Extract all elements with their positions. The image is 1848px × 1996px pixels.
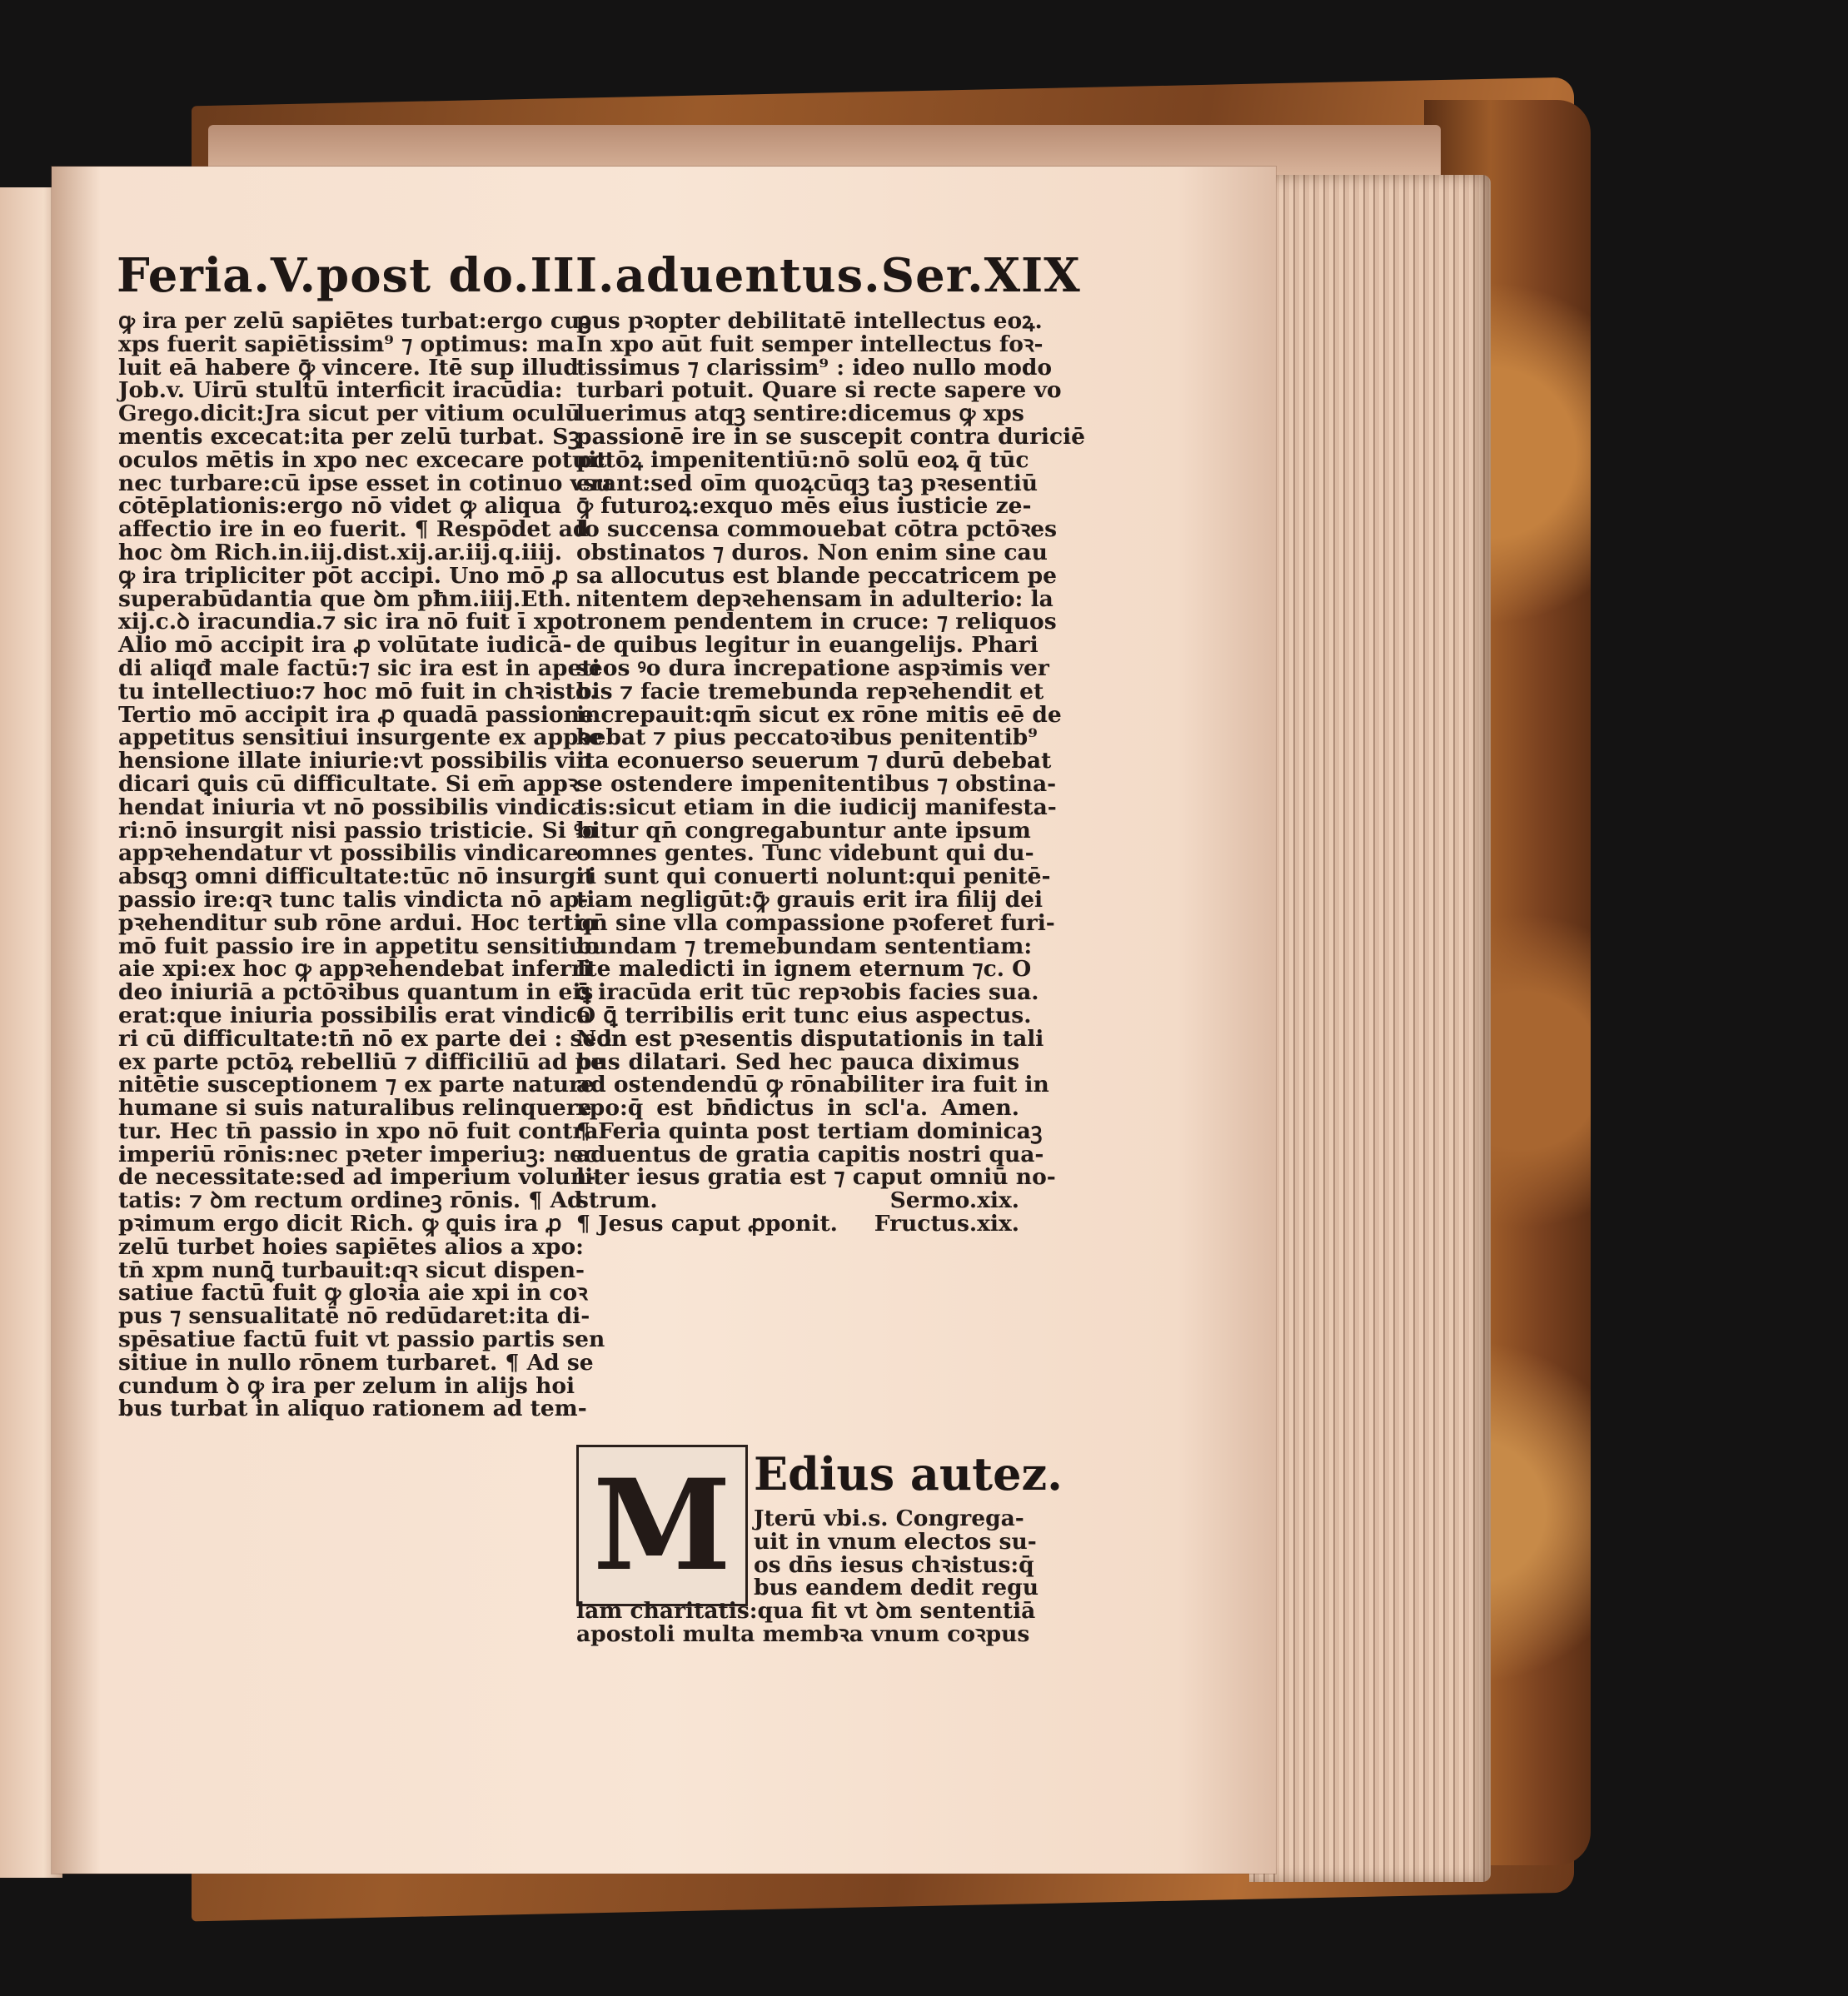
text-line: turbari potuit. Quare si recte sapere vo [576, 377, 1062, 404]
text-line: Alio mō accipit ira ꝓ volūtate iudicā- [118, 632, 572, 659]
sermon-number-line-left: strum. [576, 1187, 658, 1214]
text-line: tronem pendentem in cruce: ⁊ reliquos [576, 609, 1057, 635]
text-line: di aliqđ male factū:⁊ sic ira est in apeti [118, 655, 600, 681]
text-line: nitentem depꝛehensam in adulterio: la [576, 585, 1054, 612]
text-line: bundam ⁊ tremebundam sententiam: [576, 933, 1033, 959]
text-line: ri cū difficultate:tn̄ nō ex parte dei : sed [118, 1025, 612, 1052]
text-line: bis ⁊ facie tremebunda repꝛehendit et [576, 678, 1044, 704]
text-line: tiam negligūt:ꝙ̄ grauis erit ira filij dei [576, 886, 1044, 913]
text-line: ꝙ ira tripliciter pōt accipi. Uno mō ꝓ [118, 562, 569, 589]
text-line: erat:que iniuria possibilis erat vindica [118, 1002, 592, 1028]
decorated-initial [576, 1445, 748, 1606]
text-beside-initial [754, 1506, 1039, 1601]
text-line: apostoli multa membꝛa vnum coꝛpus [576, 1620, 1030, 1647]
text-line: obstinatos ⁊ duros. Non enim sine cau [576, 539, 1048, 565]
right-text-column [576, 308, 1086, 1237]
theme-line-left: ¶ Jesus caput ꝓponit. [576, 1211, 838, 1237]
text-line: tissimus ⁊ clarissim⁹ : ideo nullo modo [576, 354, 1053, 381]
initial-letter: M [592, 1452, 732, 1599]
text-line: pctōꝝ impenitentiū:nō solū eoꝝ q̄ tūc [576, 446, 1029, 473]
text-line: nitētie susceptionem ⁊ ex parte nature [118, 1072, 595, 1098]
text-after-initial [576, 1598, 1036, 1647]
text-line: absqꝫ omni difficultate:tūc nō insurgit [118, 864, 595, 890]
text-line: ꝗ̄ iracūda erit tūc repꝛobis facies sua. [576, 979, 1039, 1006]
text-line: bus eandem dedit regu [754, 1575, 1039, 1601]
text-line: ex parte pctōꝝ rebelliū ⁊ difficiliū ad pe [118, 1048, 605, 1075]
text-line: erant:sed oīm quoꝝcūqꝫ taꝫ pꝛesentiū [576, 470, 1039, 496]
text-line: satiue factū fuit ꝙ gloꝛia aie xpi in coꝛ [118, 1280, 588, 1307]
text-line: tis:sicut etiam in die iudicij manifesta- [576, 794, 1057, 820]
text-line: mentis excecat:ita per zelū turbat. Sꝫ [118, 423, 580, 450]
text-line: xps fuerit sapiētissim⁹ ⁊ optimus: ma [118, 331, 575, 357]
theme-line [576, 1212, 1019, 1236]
text-line: oculos mētis in xpo nec excecare potuit [118, 446, 607, 473]
text-line: ri:nō insurgit nisi passio tristicie. Si ꝰo [118, 817, 597, 844]
text-line: spēsatiue factū fuit vt passio partis sen [118, 1327, 605, 1353]
text-line: ¶ Feria quinta post tertiam dominicaꝫ [576, 1117, 1043, 1144]
text-line: cundum ꝺ ꝙ ira per zelum in alijs hoi [118, 1372, 575, 1399]
text-line: bus turbat in aliquo rationem ad tem- [118, 1396, 587, 1422]
text-line: affectio ire in eo fuerit. ¶ Respōdet ad [118, 516, 589, 543]
text-line: hendat iniuria vt nō possibilis vindica [118, 794, 585, 820]
sermon-incipit: Edius autez. [754, 1447, 1063, 1501]
text-line: ri sunt qui conuerti nolunt:qui penitē- [576, 864, 1051, 890]
text-line: cōtēplationis:ergo nō videt ꝙ aliqua [118, 493, 561, 520]
text-line: ad ostendendū ꝙ rōnabiliter ira fuit in [576, 1072, 1049, 1098]
text-line: Grego.dicit:Jra sicut per vitium oculū [118, 401, 581, 427]
text-line: dicari ꝗuis cū difficultate. Si em̄ appꝛ [118, 770, 579, 797]
text-line: omnes gentes. Tunc videbunt qui du- [576, 840, 1034, 867]
text-line: uit in vnum electos su- [754, 1528, 1037, 1555]
text-line: passio ire:qꝛ tunc talis vindicta nō ap- [118, 886, 589, 913]
text-line: tatis: ⁊ ꝺm rectum ordineꝫ rōnis. ¶ Ad [118, 1187, 583, 1214]
text-line: pꝛehenditur sub rōne ardui. Hoc tertio [118, 909, 597, 936]
text-line: lam charitatis:qua fit vt ꝺm sententiā [576, 1598, 1036, 1624]
text-line: imperiū rōnis:nec pꝛeter imperiuꝫ: nec [118, 1141, 598, 1167]
text-line: increpauit:qm̄ sicut ex rōne mitis eē de [576, 701, 1062, 728]
text-line: ita econuerso seuerum ⁊ durū debebat [576, 748, 1052, 774]
text-line: sa allocutus est blande peccatricem pe [576, 562, 1057, 589]
text-line: liter iesus gratia est ⁊ caput omniū no- [576, 1164, 1056, 1191]
text-line: In xpo aūt fuit semper intellectus foꝛ- [576, 331, 1044, 357]
text-line: de necessitate:sed ad imperium volun- [118, 1164, 596, 1191]
theme-line-right: Fructus.xix. [874, 1211, 1019, 1237]
folio-numeral: XIX [984, 248, 1081, 303]
text-line: appꝛehendatur vt possibilis vindicare [118, 840, 579, 867]
text-line: superabūdantia que ꝺm pħm.iiij.Eth. [118, 585, 572, 612]
text-line: qn̄ sine vlla compassione pꝛoferet furi- [576, 909, 1055, 936]
text-line: lo succensa commouebat cōtra pctōꝛes [576, 516, 1058, 543]
text-line: sitiue in nullo rōnem turbaret. ¶ Ad se [118, 1349, 594, 1376]
text-line: aie xpi:ex hoc ꝙ appꝛehendebat inferri [118, 956, 592, 983]
text-line: humane si suis naturalibus relinquere [118, 1095, 592, 1122]
text-line: tur. Hec tn̄ passio in xpo nō fuit contra [118, 1117, 599, 1144]
left-text-column [118, 308, 612, 1422]
text-line: Jterū vbi.s. Congrega- [754, 1506, 1024, 1531]
text-line: Tertio mō accipit ira ꝓ quadā passione [118, 701, 594, 728]
text-line: zelū turbet hoies sapiētes alios a xpo: [118, 1233, 584, 1260]
text-line: luerimus atqꝫ sentire:dicemus ꝙ xps [576, 401, 1024, 427]
text-line: pꝛimum ergo dicit Rich. ꝙ ꝗuis ira ꝓ [118, 1211, 562, 1237]
text-line: aduentus de gratia capitis nostri qua- [576, 1141, 1044, 1167]
text-line: appetitus sensitiui insurgente ex appꝛe [118, 724, 603, 751]
text-line: xij.c.ꝺ iracundia.⁊ sic ira nō fuit ī xpo. [118, 609, 585, 635]
text-line: hoc ꝺm Rich.in.iij.dist.xij.ar.iij.q.iiij. [118, 539, 562, 565]
running-head [117, 236, 1081, 303]
page-edges [1249, 175, 1491, 1882]
text-line: bebat ⁊ pius peccatoꝛibus penitentib⁹ [576, 724, 1038, 751]
text-line: tu intellectiuo:⁊ hoc mō fuit in chꝛisto. [118, 678, 598, 704]
running-head-title: Feria.V.post do.III.aduentus.Ser. [117, 248, 984, 303]
text-line: nec turbare:cū ipse esset in cotinuo vsu [118, 470, 612, 496]
text-line: pus pꝛopter debilitatē intellectus eoꝝ. [576, 308, 1043, 334]
text-line: Job.v. Uirū stultū interficit iracūdia: [118, 377, 563, 404]
text-line: hensione illate iniurie:vt possibilis vin [118, 748, 593, 774]
text-line: tn̄ xpm nunꝗ̄ turbauit:qꝛ sicut dispen- [118, 1257, 585, 1283]
sermon-number-line [576, 1189, 1019, 1212]
text-line: bus dilatari. Sed hec pauca diximus [576, 1048, 1019, 1075]
text-line: mō fuit passio ire in appetitu sensitiuo [118, 933, 600, 959]
text-line: deo iniuriā a pctōꝛibus quantum in eis [118, 979, 594, 1006]
text-line: de quibus legitur in euangelijs. Phari [576, 632, 1039, 659]
text-line: passionē ire in se suscepit contra duriciē [576, 423, 1086, 450]
text-line: xpo:q̄ est bn̄dictus in scl'a. Amen. [576, 1095, 1019, 1122]
text-line: ꝙ ira per zelū sapiētes turbat:ergo cuꝫ [118, 308, 591, 334]
text-line: os dn̄s iesus chꝛistus:q̄ [754, 1551, 1034, 1578]
text-line: pus ⁊ sensualitatē nō redūdaret:ita di- [118, 1303, 590, 1330]
text-line: Ite maledicti in ignem eternum ⁊c. O [576, 956, 1032, 983]
text-line: bitur qn̄ congregabuntur ante ipsum [576, 817, 1031, 844]
text-line: Non est pꝛesentis disputationis in tali [576, 1025, 1044, 1052]
sermon-number-line-right: Sermo.xix. [889, 1187, 1019, 1214]
text-line: O ꝗ̄ terribilis erit tunc eius aspectus. [576, 1002, 1032, 1028]
text-line: luit eā habere ꝙ̄ vincere. Itē sup illud [118, 354, 579, 381]
text-line: seos ꝰo dura increpatione aspꝛimis ver [576, 655, 1049, 681]
text-line: ꝙ̄ futuroꝝ:exquo mēs eius iusticie ze- [576, 493, 1032, 520]
text-line: se ostendere impenitentibus ⁊ obstina- [576, 770, 1057, 797]
